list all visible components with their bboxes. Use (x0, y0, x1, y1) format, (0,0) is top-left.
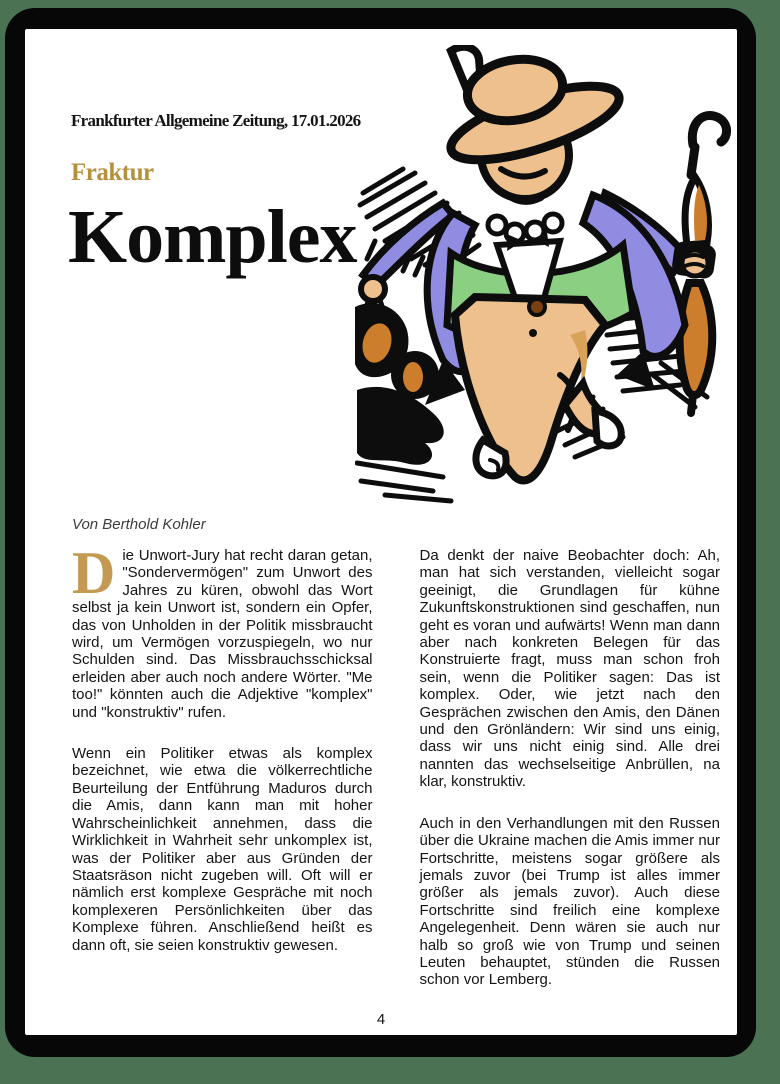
left-column (72, 540, 373, 989)
article-body (72, 540, 720, 989)
byline: Von Berthold Kohler (72, 516, 206, 533)
paragraph-3: Da denkt der naive Beobachter doch: Ah, man hat sich verstanden, vielleicht sogar geeinigt, die Grundlagen für kühne Zukunftskonstruktionen sind geschaffen, nun geht es voran und aufwärts! Wenn man dann aber nach konkreten Belegen für das Konstruierte fragt, muss man schon froh sein, wenn die Politiker sagen: Das ist komplex. Oder, wie jetzt nach den Gesprächen zwischen den Amis, den Dänen und den Grönländern: Wir sind uns einig, dass wir uns nicht einig sind. Alle drei nannten das wechselseitige Anbrüllen, na klar, konstruktiv. (419, 547, 720, 791)
page-frame (5, 8, 756, 1057)
headline: Komplex (68, 195, 357, 279)
newspaper-page (25, 29, 737, 1035)
fat-banker-cartoon (355, 45, 737, 515)
right-column (420, 547, 721, 989)
rubric-label: Fraktur (71, 159, 154, 186)
drop-cap: D (72, 540, 116, 606)
paragraph-4: Auch in den Verhandlungen mit den Russen über die Ukraine machen die Amis immer nur Fortschritte, meistens sogar größere als jemals zuvor (bei Trump ist alles immer größer als jemals zuvor). Auch diese Fortschritte sind freilich eine komplexe Angelegenheit. Denn wären sie auch nur halb so groß wie von Trump und seinen Leuten behauptet, stünden die Russen schon vor Lemberg. (419, 814, 720, 989)
paragraph-2: Wenn ein Politiker etwas als komplex bezeichnet, wie etwa die völkerrechtliche Beurteilung der Entführung Maduros durch die Amis, dann kann man mit hoher Wahrscheinlichkeit annehmen, dass die Wirklichkeit in Wahrheit sehr unkomplex ist, was der Politiker aber aus Gründen der Staatsräson nicht zugeben will. Oft will er nämlich erst komplexe Gespräche mit noch komplexeren Persönlichkeiten über das Komplexe führen. Anschließend heißt es dann oft, sie seien konstruktiv gewesen. (72, 745, 373, 954)
paragraph-1-text: ie Unwort-Jury hat recht daran getan, "Sondervermögen" zum Unwort des Jahres zu küren, obwohl das Wort selbst ja kein Unwort ist, sondern ein Opfer, das von Unholden in der Politik missbraucht wird, um Vermögen vorzuspiegeln, wo nur Schulden sind. Das Missbrauchsschicksal erleiden aber auch noch andere Wörter. "Me too!" könnten auch die Adjektive "komplex" und "konstruktiv" rufen. (72, 547, 373, 721)
masthead: Frankfurter Allgemeine Zeitung, 17.01.2026 (71, 111, 361, 130)
page-number: 4 (376, 1011, 386, 1028)
cartoon-illustration (355, 45, 737, 515)
paragraph-1 (72, 540, 373, 721)
